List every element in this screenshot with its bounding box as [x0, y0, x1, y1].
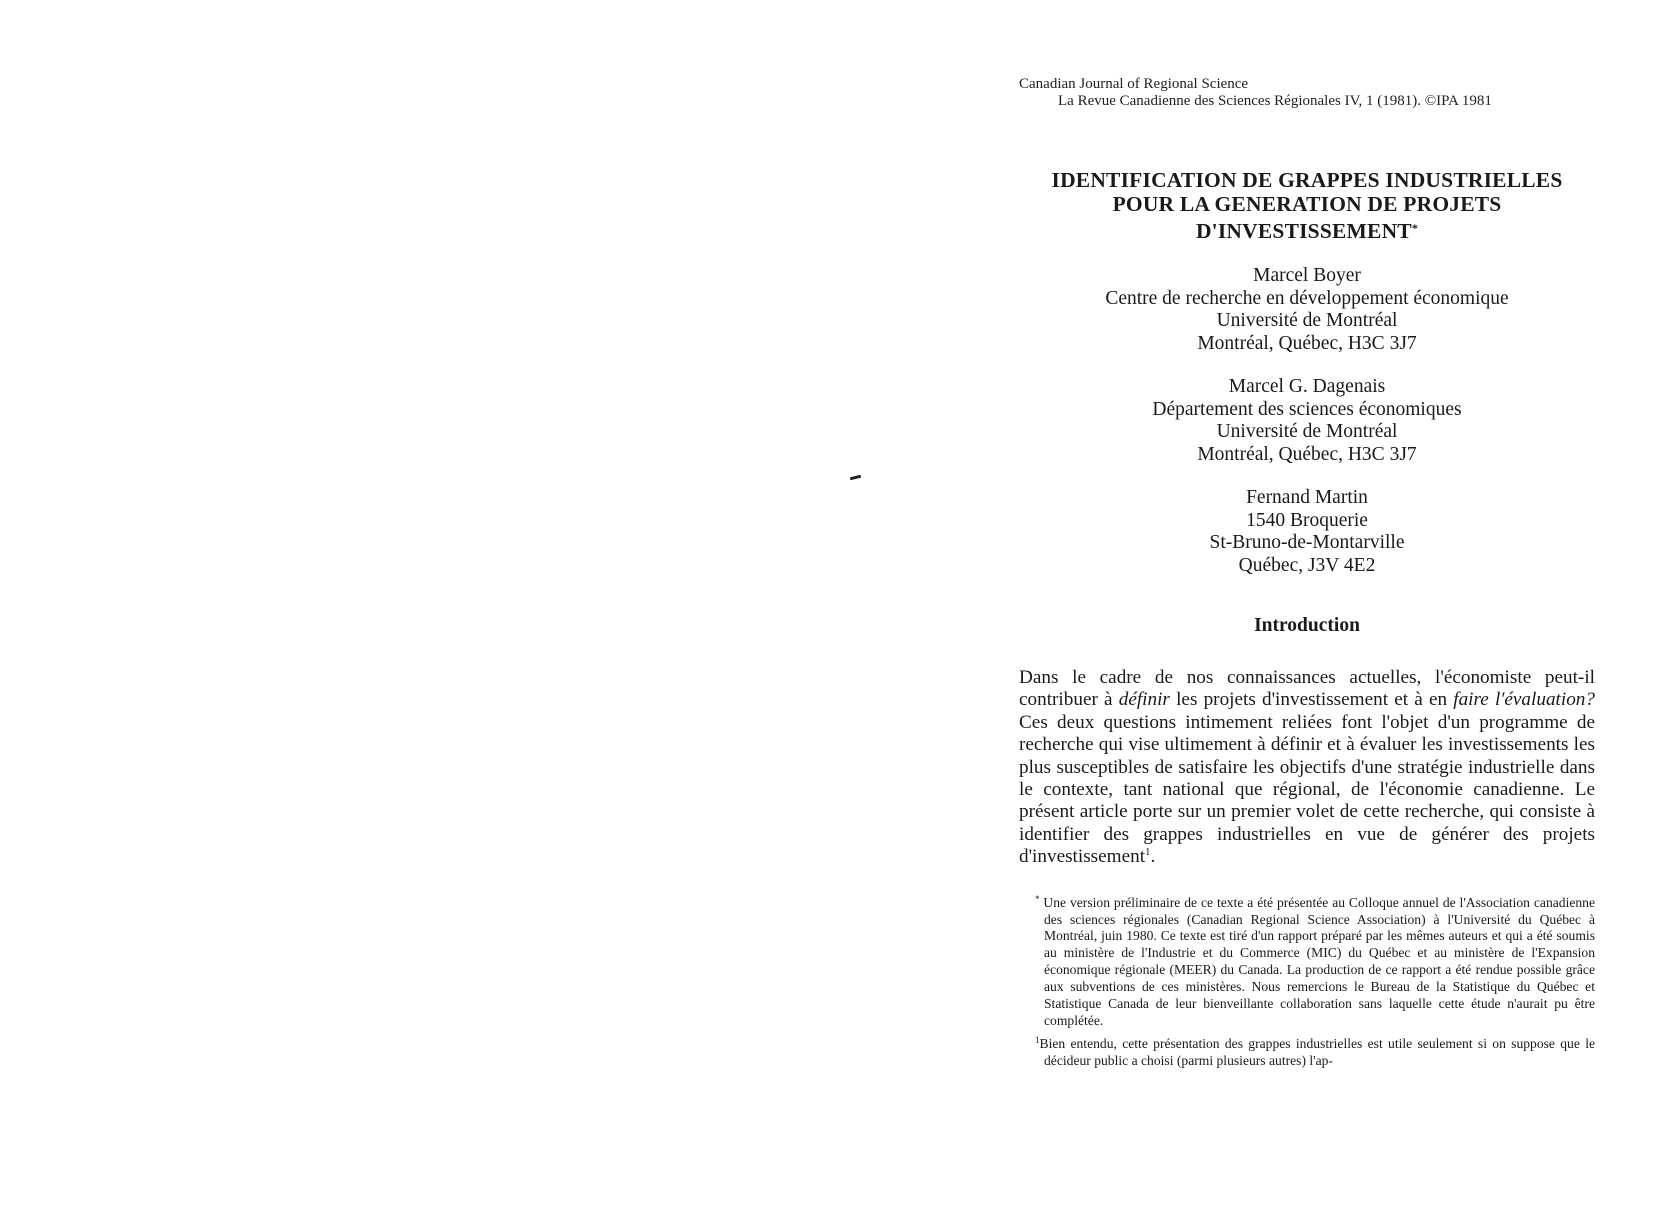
title-line-2: POUR LA GENERATION DE PROJETS [1112, 192, 1502, 216]
author-institution: Université de Montréal [1216, 310, 1398, 331]
author-name: Fernand Martin [1246, 487, 1368, 508]
footnote-1 [1019, 1036, 1595, 1070]
footnote-mark: 1 [1035, 1034, 1040, 1045]
footnote-reference: 1 [1145, 846, 1151, 859]
scan-artifact-mark [850, 475, 861, 481]
author-address: Montréal, Québec, H3C 3J7 [1197, 443, 1417, 465]
journal-header [1019, 76, 1595, 110]
intro-text-1: Dans le cadre de nos connaissances actuelles, l'économiste peut-il contribuer à [1019, 667, 1595, 711]
author-block-1 [1019, 265, 1595, 355]
title-footnote-marker: * [1411, 221, 1419, 235]
article-title [1019, 168, 1595, 243]
journal-name-fr: La Revue Canadienne des Sciences Régionales IV, 1 (1981). ©IPA 1981 [1058, 93, 1492, 109]
footnote-text: Une version préliminaire de ce texte a été présentée au Colloque annuel de l'Association canadienne des sciences régionales (Canadian Regional Science Association) à l'Université du Québec à Montréal, juin 1980. Ce texte est tiré d'un rapport préparé par les mêmes auteurs et qui a été soumis au ministère de l'Industrie et du Commerce (MIC) du Québec et au ministère de l'Expansion économique régionale (MEER) du Canada. La production de ce rapport a été rendue possible grâce aux subventions de ces ministères. Nous remercions le Bureau de la Statistique du Québec et Statistique Canada de leur bienveillante collaboration sans laquelle cette étude n'aurait pu être complétée. [1043, 894, 1596, 1028]
author-affiliation: 1540 Broquerie [1246, 509, 1368, 531]
author-address: Québec, J3V 4E2 [1238, 554, 1376, 576]
intro-text-3: Ces deux questions intimement reliées font l'objet d'un programme de recherche qui vise ultimement à définir et à évaluer les investissements les plus susceptibles de satisfaire les objectifs d'une stratégie industrielle dans le contexte, tant national que régional, de l'économie canadienne. Le présent article porte sur un premier volet de cette recherche, qui consiste à identifier des grappes industrielles en vue de générer des projets d'investissement [1019, 711, 1595, 868]
author-address: Montréal, Québec, H3C 3J7 [1197, 332, 1417, 354]
footnote-text: Bien entendu, cette présentation des grappes industrielles est utile seulement si on suppose que le décideur public a choisi (parmi plusieurs autres) l'ap- [1039, 1035, 1595, 1068]
intro-emphasis-evaluation: faire l'évaluation? [1453, 689, 1595, 711]
footnote-mark: * [1035, 893, 1040, 904]
author-block-2 [1019, 376, 1595, 466]
author-institution: Université de Montréal [1216, 421, 1398, 442]
author-name: Marcel Boyer [1253, 265, 1361, 286]
author-name: Marcel G. Dagenais [1228, 376, 1386, 397]
author-institution: St-Bruno-de-Montarville [1209, 532, 1405, 553]
author-affiliation: Centre de recherche en développement économique [1105, 287, 1509, 309]
title-line-3-text: D'INVESTISSEMENT [1195, 219, 1412, 243]
intro-emphasis-definir: définir [1118, 689, 1170, 711]
journal-name-en: Canadian Journal of Regional Science [1019, 76, 1249, 92]
footnotes [1019, 895, 1595, 1070]
intro-text-end: . [1150, 846, 1156, 868]
intro-text-2: les projets d'investissement et à en [1169, 689, 1454, 711]
footnote-star [1019, 895, 1595, 1030]
author-affiliation: Département des sciences économiques [1152, 398, 1462, 420]
article-page [1019, 76, 1595, 1070]
author-block-3 [1019, 487, 1595, 577]
introduction-paragraph [1019, 667, 1595, 869]
title-line-1: IDENTIFICATION DE GRAPPES INDUSTRIELLES [1051, 168, 1563, 192]
title-line-3 [1019, 216, 1595, 243]
section-heading-introduction: Introduction [1254, 615, 1360, 636]
